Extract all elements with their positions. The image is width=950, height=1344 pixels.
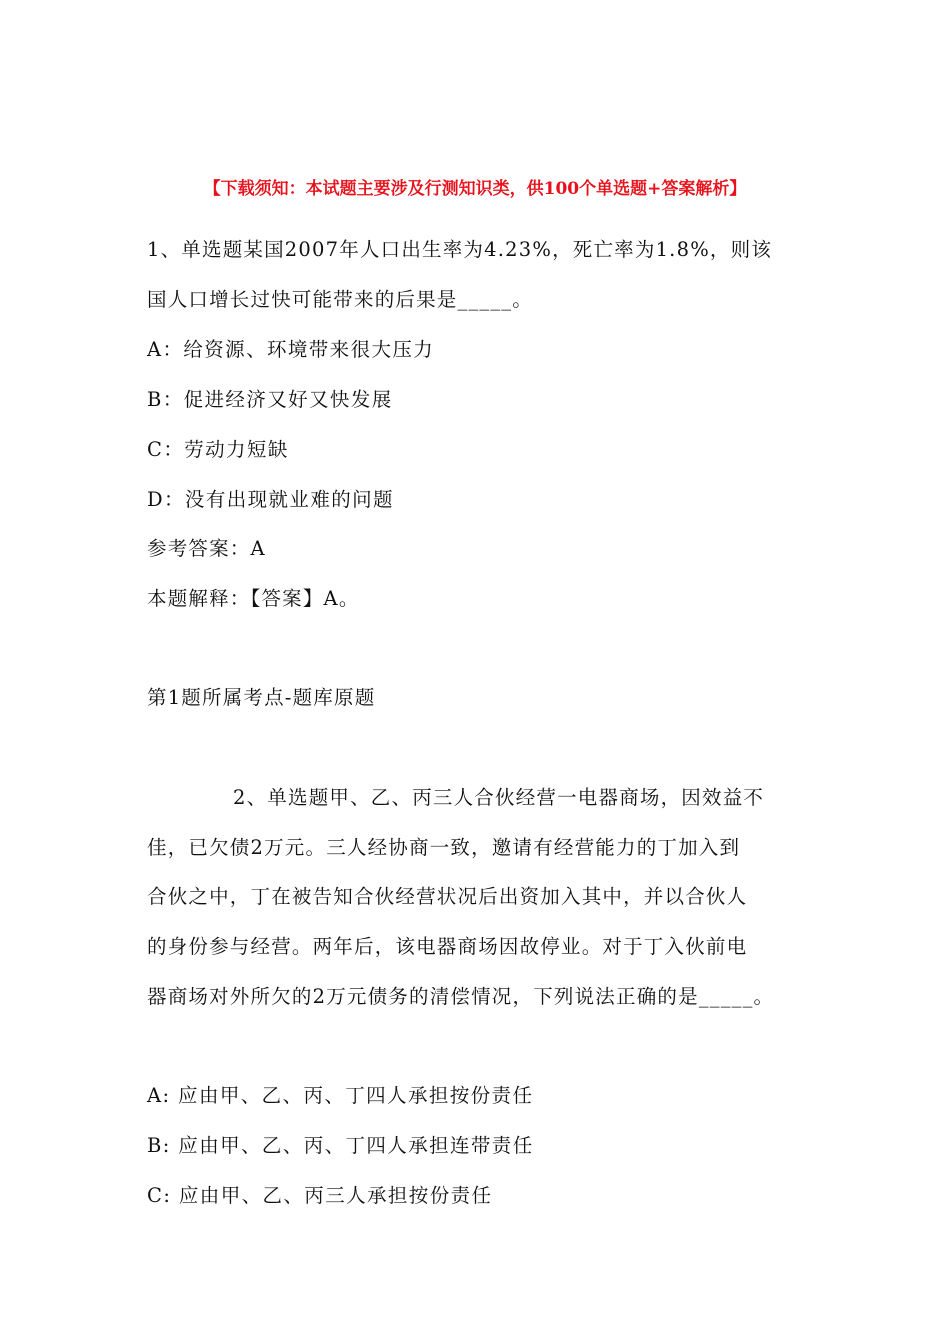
question-1-line-2: 国人口增长过快可能带来的后果是_____。 [147, 288, 533, 311]
question-1-answer: 参考答案：A [147, 537, 266, 560]
question-2-option-a: A: 应由甲、乙、丙、丁四人承担按份责任 [147, 1084, 534, 1107]
question-2-line-4: 的身份参与经营。两年后，该电器商场因故停业。对于丁入伙前电 [147, 935, 748, 958]
question-1-option-b: B：促进经济又好又快发展 [147, 388, 393, 411]
question-1-explanation: 本题解释：【答案】A。 [147, 587, 360, 610]
question-2-option-c: C: 应由甲、乙、丙三人承担按份责任 [147, 1184, 493, 1207]
question-2-line-2: 佳，已欠债2万元。三人经协商一致，邀请有经营能力的丁加入到 [147, 836, 741, 859]
download-notice: 【下载须知：本试题主要涉及行测知识类，供100个单选题+答案解析】 [203, 179, 747, 199]
question-1-option-c: C：劳动力短缺 [147, 438, 289, 461]
question-2-line-3: 合伙之中，丁在被告知合伙经营状况后出资加入其中，并以合伙人 [147, 885, 748, 908]
question-1-point: 第1题所属考点-题库原题 [147, 686, 376, 709]
question-1-option-a: A：给资源、环境带来很大压力 [147, 338, 435, 361]
question-2-line-5: 器商场对外所欠的2万元债务的清偿情况，下列说法正确的是_____。 [147, 985, 775, 1008]
question-2-line-1: 2、单选题甲、乙、丙三人合伙经营一电器商场，因效益不 [233, 786, 765, 809]
question-1-line-1: 1、单选题某国2007年人口出生率为4.23%，死亡率为1.8%，则该 [147, 238, 773, 261]
question-1-option-d: D：没有出现就业难的问题 [147, 488, 394, 511]
question-2-option-b: B: 应由甲、乙、丙、丁四人承担连带责任 [147, 1134, 534, 1157]
